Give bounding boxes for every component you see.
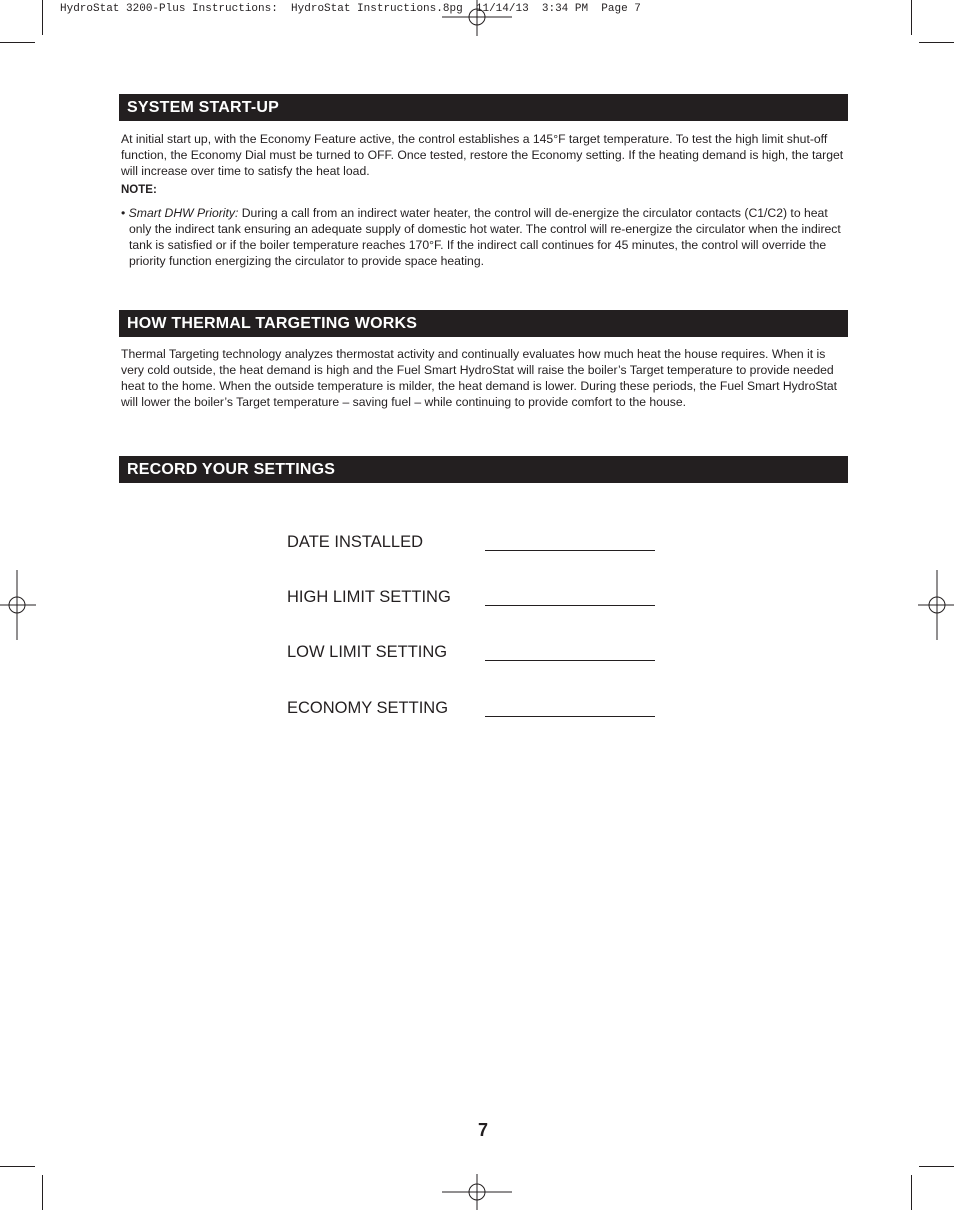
registration-mark-right-icon — [918, 570, 954, 640]
registration-mark-top-icon — [442, 0, 512, 36]
section-header-record-settings: RECORD YOUR SETTINGS — [119, 456, 848, 483]
thermal-paragraph: Thermal Targeting technology analyzes thermostat activity and continually evaluates how much heat the house requires. When it is very cold outside, the heat demand is high and the Fuel Smart HydroStat will raise the boiler’s Target temperature to provide needed heat to the home. When the outside temperature is milder, the heat demand is lower. During these periods, the Fuel Smart HydroStat will lower the boiler’s Target temperature – saving fuel – while continuing to provide comfort to the house. — [121, 347, 838, 409]
crop-mark-top-left-horizontal — [0, 42, 35, 43]
crop-mark-bottom-right-horizontal — [919, 1166, 954, 1167]
note-bullet-item — [121, 205, 846, 269]
record-row-date-installed — [287, 533, 687, 557]
section-body-system-startup — [121, 131, 846, 269]
crop-mark-top-left-vertical — [42, 0, 43, 35]
record-label: ECONOMY SETTING — [287, 699, 449, 717]
record-row-economy — [287, 699, 687, 723]
record-label: LOW LIMIT SETTING — [287, 643, 448, 661]
crop-mark-bottom-right-vertical — [911, 1175, 912, 1210]
startup-paragraph: At initial start up, with the Economy Feature active, the control establishes a 145°F target temperature. To test the high limit shut-off function, the Economy Dial must be turned to OFF. Once tested, restore the Economy setting. If the heating demand is high, the target will increase over time to satisfy the heat load. — [121, 132, 844, 178]
record-blank-line — [485, 550, 655, 551]
record-label: DATE INSTALLED — [287, 533, 424, 551]
page-number: 7 — [478, 1120, 489, 1140]
note-label: NOTE: — [121, 184, 157, 196]
bullet-marker: • — [121, 206, 126, 220]
print-slug-line: HydroStat 3200-Plus Instructions: HydroStat Instructions.8pg 11/14/13 3:34 PM Page 7 — [60, 3, 641, 15]
record-blank-line — [485, 660, 655, 661]
section-body-thermal-targeting — [121, 346, 841, 410]
record-row-low-limit — [287, 643, 687, 667]
crop-mark-bottom-left-horizontal — [0, 1166, 35, 1167]
bullet-title: Smart DHW Priority: — [128, 206, 239, 220]
record-blank-line — [485, 716, 655, 717]
crop-mark-top-right-vertical — [911, 0, 912, 35]
registration-mark-left-icon — [0, 570, 36, 640]
crop-mark-bottom-left-vertical — [42, 1175, 43, 1210]
record-label: HIGH LIMIT SETTING — [287, 588, 451, 606]
section-header-system-startup: SYSTEM START-UP — [119, 94, 848, 121]
crop-mark-top-right-horizontal — [919, 42, 954, 43]
record-row-high-limit — [287, 588, 687, 612]
bullet-text: During a call from an indirect water heater, the control will de-energize the circulator contacts (C1/C2) to heat only the indirect tank ensuring an adequate supply of domestic hot water. The control will re-energize the circulator when the indirect tank is satisfied or if the boiler temperature reaches 170°F. If the indirect call continues for 45 minutes, the control will override the priority function energizing the circulator to provide space heating. — [129, 206, 841, 268]
section-header-thermal-targeting: HOW THERMAL TARGETING WORKS — [119, 310, 848, 337]
registration-mark-bottom-icon — [442, 1174, 512, 1210]
record-blank-line — [485, 605, 655, 606]
